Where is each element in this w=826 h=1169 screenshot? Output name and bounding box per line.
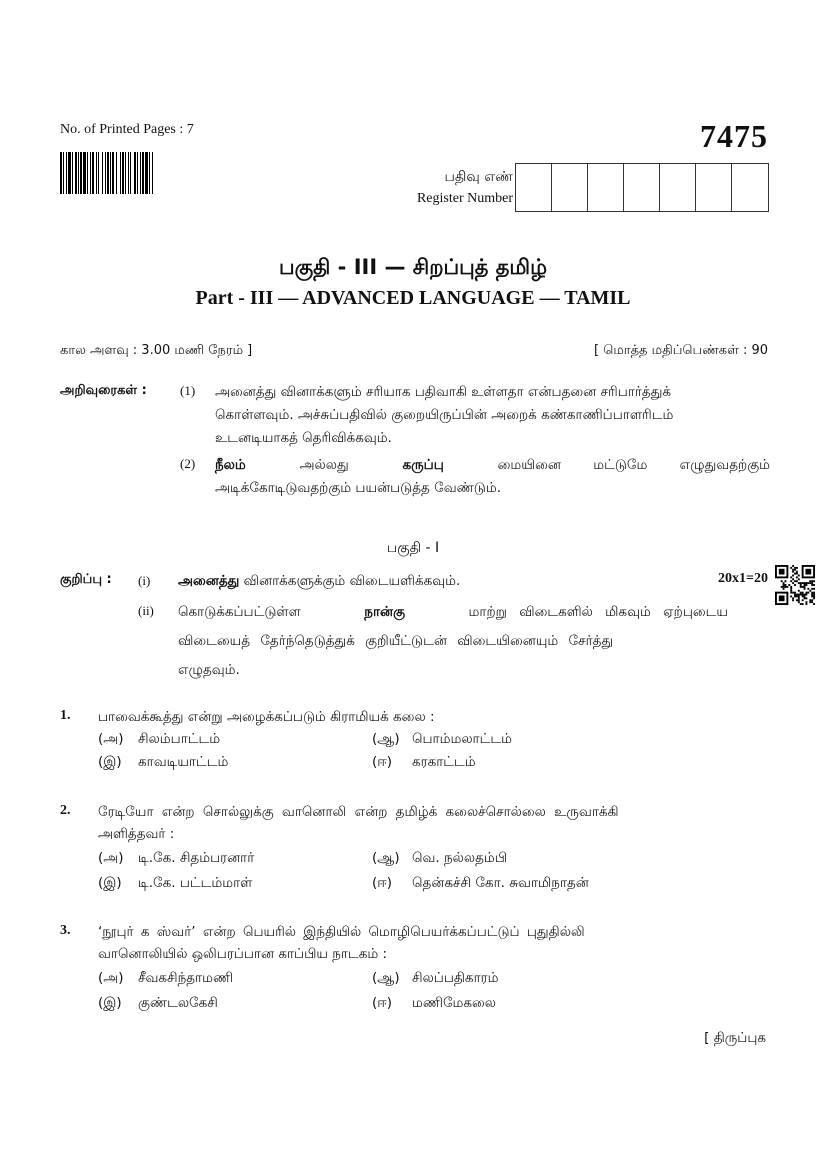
qr-module [805,603,807,605]
qr-module [794,595,796,597]
option-text: வெ. நல்லதம்பி [412,850,508,866]
note-line [178,598,728,627]
qr-module [786,586,788,588]
option-label: (ஆ) [372,731,400,747]
note-emphasis: அனைத்து [178,573,240,589]
option-label: (ஆ) [372,970,400,986]
option[interactable] [372,754,476,772]
register-digit-box[interactable] [516,164,552,211]
total-marks: [ மொத்த மதிப்பெண்கள் : 90 [594,343,768,358]
note-number: (ii) [138,603,154,618]
page-title-tamil: பகுதி - III — சிறப்புத் தமிழ் [278,255,547,279]
question-line: பாவைக்கூத்து என்று அழைக்கப்படும் கிராமியக் கலை : [98,709,435,725]
page-title-english: Part - III — ADVANCED LANGUAGE — TAMIL [195,287,631,309]
qr-module [809,590,811,592]
note-line: விடையைத் தேர்ந்தெடுத்துக் குறியீட்டுடன் விடையினையும் சேர்த்து [178,633,614,649]
qr-module [811,595,813,597]
register-digit-box[interactable] [552,164,588,211]
qr-module [796,580,798,582]
note-1 [178,570,460,593]
qr-module [794,569,796,571]
instruction-word: மையினை மட்டுமே எழுதுவதற்கும் [497,457,770,473]
qr-module [813,588,815,590]
qr-module [785,586,787,588]
option-label: (ஈ) [372,754,393,770]
qr-module [783,586,785,588]
question-number: 1. [60,708,71,723]
qr-module [788,584,790,586]
qr-module [794,573,796,575]
question-number: 3. [60,923,71,938]
qr-module [811,599,813,601]
option[interactable] [372,731,512,749]
instruction-number: (1) [180,383,196,398]
qr-module [792,569,794,571]
qr-module [813,595,815,597]
option-text: டி.கே. பட்டம்மாள் [138,875,253,891]
option-label: (ஈ) [372,875,393,891]
qr-module [813,594,815,596]
register-digit-box[interactable] [624,164,660,211]
qr-module [798,582,800,584]
qr-module [794,567,796,569]
question-line: ‘நூபுர் க ஸ்வர்’ என்ற பெயரில் இந்தியில் மொழிபெயர்க்கப்பட்டுப் புதுதில்லி [98,924,585,940]
option[interactable] [98,850,254,868]
qr-module [802,599,804,601]
qr-module [792,575,794,577]
register-digit-box[interactable] [732,164,768,211]
qr-module [809,599,811,601]
qr-module [796,571,798,573]
option-text: மணிமேகலை [412,995,497,1011]
qr-module [796,595,798,597]
option[interactable] [372,970,498,988]
ink-color-blue: நீலம் [215,457,246,473]
qr-module [790,590,792,592]
qr-module [779,569,785,575]
barcode [60,152,226,194]
note-text: கொடுக்கப்பட்டுள்ள [178,604,301,620]
qr-module [809,582,811,584]
qr-module [790,588,792,590]
qr-module [796,594,798,596]
instruction-line: அனைத்து வினாக்களும் சரியாக பதிவாகி உள்ளதா என்பதனை சரிபார்த்துக் [215,384,672,400]
instruction-line: கொள்ளவும். அச்சுப்பதிவில் குறையிருப்பின் அறைக் கண்காணிப்பாளரிடம் [215,407,674,423]
qr-module [796,576,798,578]
question-text [98,921,728,965]
qr-module [800,592,802,594]
section-score: 20x1=20 [718,571,768,586]
ink-color-black: கருப்பு [402,457,444,473]
qr-module [805,601,807,603]
option-label: (இ) [98,754,122,770]
qr-module [813,597,815,599]
qr-module [796,599,798,601]
qr-module [802,594,804,596]
qr-module [800,584,802,586]
note-number: (i) [138,573,151,588]
qr-module [798,599,800,601]
qr-module [783,588,785,590]
option-label: (அ) [98,970,124,986]
qr-module [792,578,794,580]
qr-module [790,595,792,597]
instruction-word: அல்லது [299,457,349,473]
instruction-line: அடிக்கோடிடுவதற்கும் பயன்படுத்த வேண்டும். [215,480,501,496]
qr-module [802,592,804,594]
register-number-boxes[interactable] [515,163,769,212]
qr-module [798,575,800,577]
qr-module [807,592,809,594]
qr-module [811,580,813,582]
option[interactable] [98,970,233,988]
qr-module [794,592,796,594]
option[interactable] [98,731,220,749]
qr-module [813,584,815,586]
register-label-english: Register Number [416,191,513,206]
register-label-tamil: பதிவு எண் [444,169,513,185]
question-text [98,706,728,728]
note-line: எழுதவும். [178,662,240,678]
qr-module [783,584,785,586]
option[interactable] [98,875,252,893]
option-label: (ஈ) [372,995,393,1011]
printed-pages-count: No. of Printed Pages : 7 [60,122,194,137]
register-digit-box[interactable] [588,164,624,211]
section-heading: பகுதி - I [386,540,440,556]
question-line: வானொலியில் ஒலிபரப்பான காப்பிய நாடகம் : [98,946,388,962]
note-emphasis: நான்கு [364,604,406,620]
qr-module [804,595,806,597]
qr-module [798,597,800,599]
instruction-2 [215,454,770,500]
note-2 [178,598,728,685]
question-line: ரேடியோ என்ற சொல்லுக்கு வானொலி என்ற தமிழ்க் கலைச்சொல்லை உருவாக்கி [98,804,619,820]
turn-over-note: [ திருப்புக [704,1030,766,1046]
qr-module [798,590,800,592]
qr-module [792,597,794,599]
qr-module [805,594,807,596]
qr-module [805,597,807,599]
option[interactable] [98,995,218,1013]
register-digit-box[interactable] [696,164,732,211]
qr-module [792,565,794,567]
qr-module [802,586,804,588]
qr-module [800,594,802,596]
qr-module [805,592,807,594]
qr-module [809,601,811,603]
barcode-bar [153,152,155,194]
qr-module [790,567,792,569]
question-number: 2. [60,803,71,818]
qr-module [811,601,813,603]
qr-module [813,603,815,605]
qr-module [792,599,794,601]
qr-module [802,582,804,584]
option-text: காவடியாட்டம் [138,754,229,770]
qr-module [792,571,794,573]
qr-module [811,592,813,594]
note-label: குறிப்பு : [60,572,112,587]
qr-module [783,582,785,584]
qr-module [790,592,792,594]
option-text: கரகாட்டம் [412,754,476,770]
qr-module [811,588,813,590]
qr-module [809,580,811,582]
qr-module [805,569,811,575]
qr-module [804,584,806,586]
option-label: (அ) [98,850,124,866]
qr-module [798,594,800,596]
note-text: வினாக்களுக்கும் விடையளிக்கவும். [243,573,461,589]
qr-module [798,578,800,580]
qr-module [813,580,815,582]
instruction-line [215,454,770,477]
register-number-label [417,166,513,210]
qr-module [807,588,809,590]
qr-module [813,592,815,594]
qr-module [796,567,798,569]
qr-module [785,584,787,586]
option-label: (அ) [98,731,124,747]
qr-module [794,594,796,596]
qr-module [811,594,813,596]
option[interactable] [98,754,228,772]
qr-module [805,582,807,584]
note-text: மாற்று விடைகளில் மிகவும் ஏற்புடைய [468,604,728,620]
instructions-label: அறிவுரைகள் : [60,383,147,398]
time-duration: கால அளவு : 3.00 மணி நேரம் ] [60,343,253,358]
option-text: சீவகசிந்தாமணி [138,970,234,986]
qr-module [804,586,806,588]
qr-module [779,595,785,601]
option-label: (இ) [98,995,122,1011]
qr-module [804,597,806,599]
qr-module [804,594,806,596]
instruction-line: உடனடியாகத் தெரிவிக்கவும். [215,430,392,446]
qr-module [785,580,787,582]
qr-code [775,565,815,605]
paper-code: 7475 [700,118,768,154]
option-text: டி.கே. சிதம்பரனார் [138,850,255,866]
qr-module [781,580,783,582]
option-label: (ஆ) [372,850,400,866]
option-text: பொம்மலாட்டம் [412,731,512,747]
qr-module [794,580,796,582]
instruction-number: (2) [180,456,196,471]
qr-module [800,582,802,584]
option[interactable] [372,995,496,1013]
question-text [98,801,728,845]
qr-module [802,603,804,605]
qr-module [792,582,794,584]
option-text: தென்கச்சி கோ. சுவாமிநாதன் [412,875,589,891]
qr-module [811,582,813,584]
option-text: சிலம்பாட்டம் [138,731,221,747]
qr-module [790,586,792,588]
qr-module [792,592,794,594]
option-text: சிலப்பதிகாரம் [412,970,499,986]
option[interactable] [372,850,507,868]
option-text: குண்டலகேசி [138,995,218,1011]
qr-module [804,588,806,590]
qr-module [790,580,792,582]
option[interactable] [372,875,589,893]
qr-module [800,586,802,588]
qr-module [805,584,807,586]
qr-module [811,584,813,586]
qr-module [781,586,783,588]
option-label: (இ) [98,875,122,891]
qr-module [800,603,802,605]
qr-module [807,582,809,584]
instruction-1 [215,381,770,450]
qr-module [798,601,800,603]
question-line: அளித்தவர் : [98,826,175,842]
qr-module [804,582,806,584]
qr-module [802,595,804,597]
qr-module [796,573,798,575]
qr-module [790,576,792,578]
register-digit-box[interactable] [660,164,696,211]
qr-module [794,584,796,586]
qr-module [798,595,800,597]
